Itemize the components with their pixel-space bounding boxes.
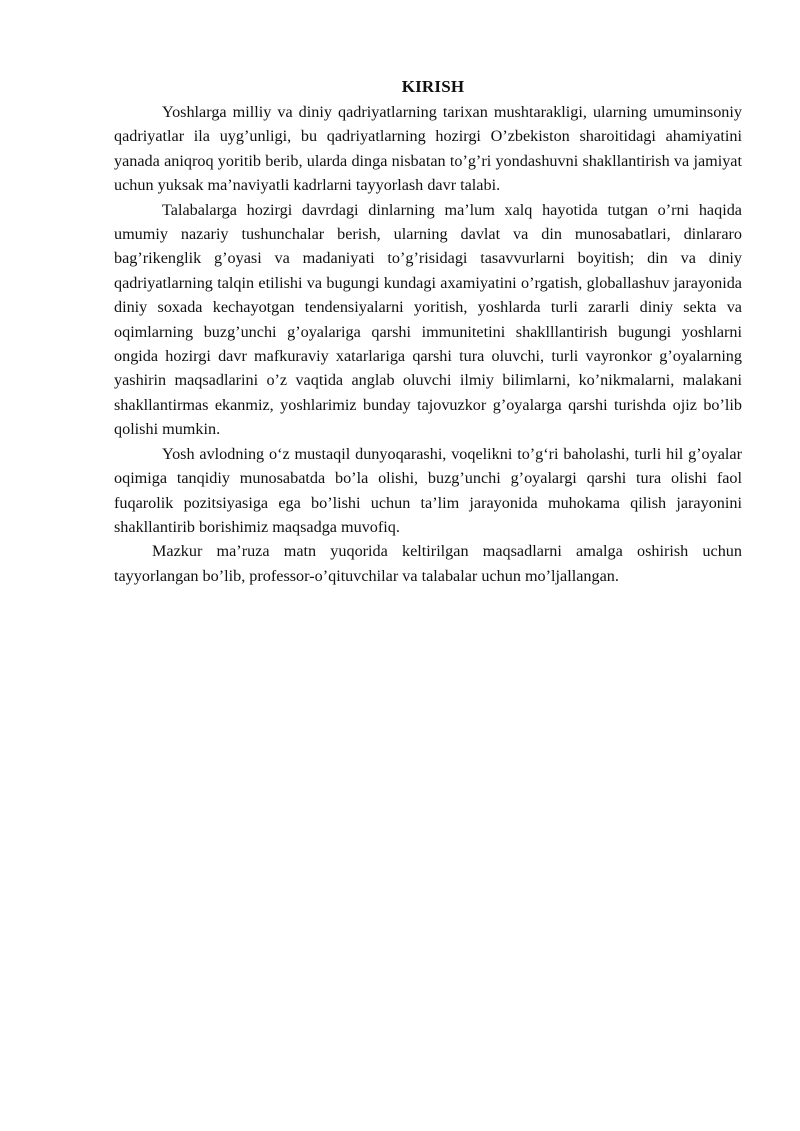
document-heading: KIRISH: [401, 77, 465, 96]
paragraph-4: Mazkur ma’ruza matn yuqorida keltirilgan maqsadlarni amalga oshirish uchun tayyorlangan bo’lib, professor-o’qituvchilar va talabalar uchun mo’ljallangan.: [114, 542, 742, 585]
paragraph-3: Yosh avlodning o‘z mustaqil dunyoqarashi, voqelikni to’g‘ri baholashi, turli hil g’oyalar oqimiga tanqidiy munosabatda bo’la olishi, buzg’unchi g’oyalargi qarshi tura olishi faol fuqarolik pozitsiyasiga ega bo’lishi uchun ta’lim jarayonida muhokama qilish jarayonini shakllantirib borishimiz maqsadga muvofiq.: [114, 444, 742, 536]
document-body: [114, 100, 742, 588]
paragraph-2: Talabalarga hozirgi davrdagi dinlarning ma’lum xalq hayotida tutgan o’rni haqida umumiy nazariy tushunchalar berish, ularning davlat va din munosabatlari, dinlararo bag’rikenglik g’oyasi va madaniyati to’g’risidagi tasavvurlarni boyitish; din va diniy qadriyatlarning talqin etilishi va bugungi kundagi axamiyatini o’rgatish, globallashuv jarayonida diniy soxada kechayotgan tendensiyalarni yoritish, yoshlarda turli zararli diniy sekta va oqimlarning buzg’unchi g’oyalariga qarshi immunitetini shaklllantirish bugungi yoshlarni ongida hozirgi davr mafkuraviy xatarlariga qarshi tura oluvchi, turli vayronkor g’oyalarning yashirin maqsadlarini o’z vaqtida anglab oluvchi ilmiy bilimlarni, ko’nikmalarni, malakani shakllantirmas ekanmiz, yoshlarimiz bunday tajovuzkor g’oyalarga qarshi turishda ojiz bo’lib qolishi mumkin.: [114, 200, 742, 439]
paragraph-1: Yoshlarga milliy va diniy qadriyatlarning tarixan mushtarakligi, ularning umuminsoniy qadriyatlar ila uyg’unligi, bu qadriyatlarning hozirgi O’zbekiston sharoitidagi ahamiyatini yanada aniqroq yoritib berib, ularda dinga nisbatan to’g’ri yondashuvni shakllantirish va jamiyat uchun yuksak ma’naviyatli kadrlarni tayyorlash davr talabi.: [114, 103, 742, 195]
